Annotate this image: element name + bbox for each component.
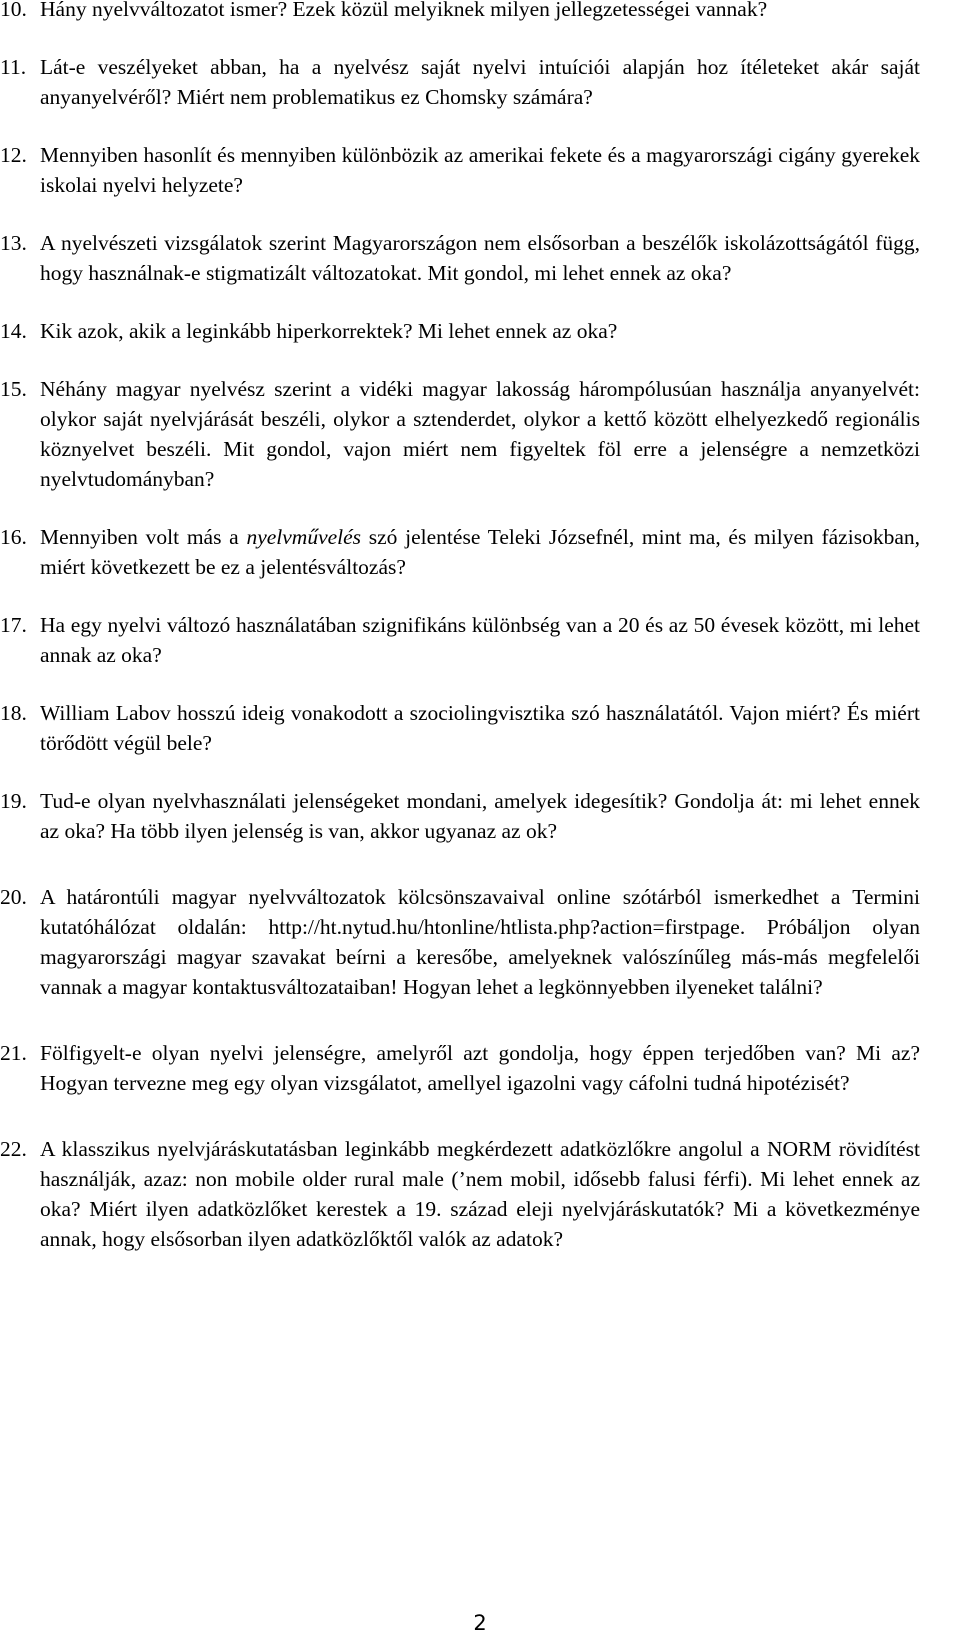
question-item <box>0 0 920 24</box>
page-number: 2 <box>473 1611 487 1635</box>
question-number: 19. <box>0 789 27 813</box>
question-text: Mennyiben hasonlít és mennyiben különbözik az amerikai fekete és a magyarországi cigány gyerekek iskolai nyelvi helyzete? <box>40 143 920 197</box>
question-number: 10. <box>0 0 27 21</box>
question-text <box>40 525 920 579</box>
question-item <box>0 522 920 582</box>
question-text: A határontúli magyar nyelvváltozatok kölcsönszavaival online szótárból ismerkedhet a Termini kutatóhálózat oldalán: http://ht.nytud.hu/htonline/htlista.php?action=firstpage. Próbáljon olyan magyarországi magyar szavakat beírni a keresőbe, amelyeknek valószínűleg más-más megfelelői vannak a magyar kontaktusváltozataiban! Hogyan lehet a legkönnyebben ilyeneket találni? <box>40 885 920 999</box>
question-number: 17. <box>0 613 27 637</box>
question-number: 16. <box>0 525 27 549</box>
question-text: Lát-e veszélyeket abban, ha a nyelvész saját nyelvi intuíciói alapján hoz ítéleteket akár saját anyanyelvéről? Miért nem problematikus ez Chomsky számára? <box>40 55 920 109</box>
question-item <box>0 882 920 1002</box>
question-item <box>0 228 920 288</box>
question-item <box>0 374 920 494</box>
question-item <box>0 610 920 670</box>
question-text: A nyelvészeti vizsgálatok szerint Magyarországon nem elsősorban a beszélők iskolázottságától függ, hogy használnak-e stigmatizált változatokat. Mit gondol, mi lehet ennek az oka? <box>40 231 920 285</box>
question-number: 15. <box>0 377 27 401</box>
question-number: 20. <box>0 885 27 909</box>
question-text: Hány nyelvváltozatot ismer? Ezek közül melyiknek milyen jellegzetességei vannak? <box>40 0 768 21</box>
question-item <box>0 698 920 758</box>
question-number: 13. <box>0 231 27 255</box>
question-number: 11. <box>0 55 27 79</box>
question-text: Fölfigyelt-e olyan nyelvi jelenségre, amelyről azt gondolja, hogy éppen terjedőben van? Mi az? Hogyan tervezne meg egy olyan vizsgálatot, amellyel igazolni vagy cáfolni tudná hipotézisét? <box>40 1041 920 1095</box>
question-text-after: szó jelentése Teleki Józsefnél, mint ma, és milyen fázisokban, miért következett be ez a jelentésváltozás? <box>40 525 920 579</box>
question-text: A klasszikus nyelvjáráskutatásban leginkább megkérdezett adatközlőkre angolul a NORM rövidítést használják, azaz: non mobile older rural male (’nem mobil, idősebb falusi férfi). Mi lehet ennek az oka? Miért ilyen adatközlőket kerestek a 19. század eleji nyelvjáráskutatók? Mi a következménye annak, hogy elsősorban ilyen adatközlőktől valók az adatok? <box>40 1137 920 1251</box>
question-item <box>0 52 920 112</box>
question-text-before: Mennyiben volt más a <box>40 525 247 549</box>
question-item <box>0 316 920 346</box>
question-text: William Labov hosszú ideig vonakodott a szociolingvisztika szó használatától. Vajon miért? És miért törődött végül bele? <box>40 701 920 755</box>
question-text: Tud-e olyan nyelvhasználati jelenségeket mondani, amelyek idegesítik? Gondolja át: mi lehet ennek az oka? Ha több ilyen jelenség is van, akkor ugyanaz az ok? <box>40 789 920 843</box>
question-item <box>0 1134 920 1254</box>
question-number: 21. <box>0 1041 27 1065</box>
question-number: 14. <box>0 319 27 343</box>
question-text: Néhány magyar nyelvész szerint a vidéki magyar lakosság hárompólusúan használja anyanyelvét: olykor saját nyelvjárását beszéli, olykor a sztenderdet, olykor a kettő között elhelyezkedő regionális köznyelvet beszéli. Mit gondol, vajon miért nem figyeltek föl erre a jelenségre a nemzetközi nyelvtudományban? <box>40 377 920 491</box>
question-number: 18. <box>0 701 27 725</box>
question-item <box>0 1038 920 1098</box>
question-text: Kik azok, akik a leginkább hiperkorrektek? Mi lehet ennek az oka? <box>40 319 618 343</box>
question-text: Ha egy nyelvi változó használatában szignifikáns különbség van a 20 és az 50 évesek között, mi lehet annak az oka? <box>40 613 920 667</box>
question-item <box>0 140 920 200</box>
question-number: 22. <box>0 1137 27 1161</box>
question-item <box>0 786 920 846</box>
question-italic-term: nyelvművelés <box>246 525 362 549</box>
question-number: 12. <box>0 143 27 167</box>
